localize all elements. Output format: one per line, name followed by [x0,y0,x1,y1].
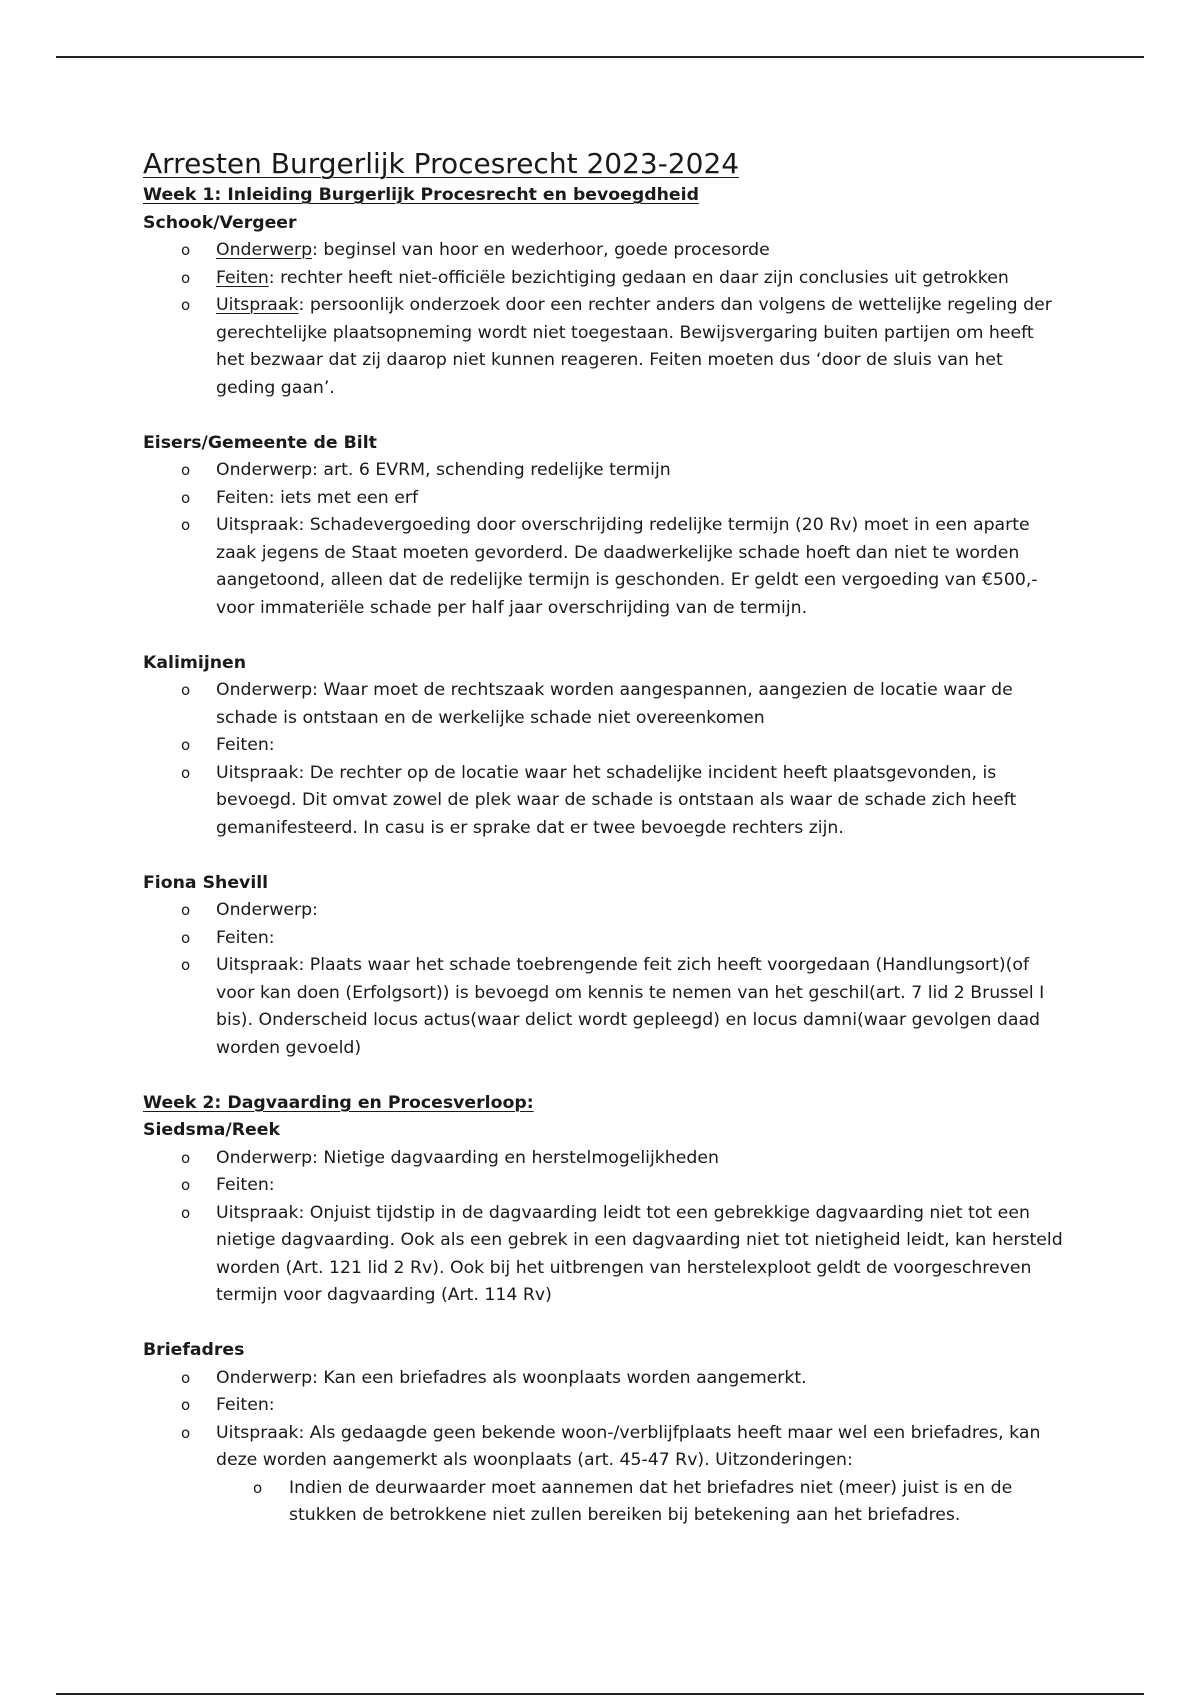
list-item [143,292,1063,402]
case-title: Schook/Vergeer [143,212,297,233]
week-heading: Week 1: Inleiding Burgerlijk Procesrecht en bevoegdheid [143,185,699,205]
list-item: o Onderwerp: Nietige dagvaarding en herstelmogelijkheden [143,1145,1063,1173]
item-text: : rechter heeft niet-officiële bezichtiging gedaan en daar zijn conclusies uit getrokken [268,267,1009,288]
list-item: o Uitspraak: Schadevergoeding door overschrijding redelijke termijn (20 Rv) moet in een aparte zaak jegens de Staat moeten gevorderd. De daadwerkelijke schade hoeft dan niet te worden aangetoond, alleen dat de redelijke termijn is geschonden. Er geldt een vergoeding van €500,- voor immateriële schade per half jaar overschrijding van de termijn. [143,512,1063,622]
list-item: o Onderwerp: Kan een briefadres als woonplaats worden aangemerkt. [143,1365,1063,1393]
item-label: Onderwerp [216,240,313,260]
list-item: o Uitspraak: Plaats waar het schade toebrengende feit zich heeft voorgedaan (Handlungsort)(of voor kan doen (Erfolgsort)) is bevoegd om kennis te nemen van het geschil(art. 7 lid 2 Brussel I bis). Onderscheid locus actus(waar delict wordt gepleegd) en locus damni(waar gevolgen daad worden gevoeld) [143,952,1063,1062]
list-item: o Uitspraak: De rechter op de locatie waar het schadelijke incident heeft plaatsgevonden, is bevoegd. Dit omvat zowel de plek waar de schade is ontstaan als waar de schade zich heeft gemanifesteerd. In casu is er sprake dat er twee bevoegde rechters zijn. [143,760,1063,843]
list-item: o Uitspraak: Onjuist tijdstip in de dagvaarding leidt tot een gebrekkige dagvaarding niet tot een nietige dagvaarding. Ook als een gebrek in een dagvaarding niet tot nietigheid leidt, kan hersteld worden (Art. 121 lid 2 Rv). Ook bij het uitbrengen van herstelexploot geldt de voorgeschreven termijn voor dagvaarding (Art. 114 Rv) [143,1200,1063,1310]
list-item: o Onderwerp: [143,897,1063,925]
case-items [143,457,1063,622]
case-title: Briefadres [143,1340,245,1360]
footer-rule [56,1693,1144,1695]
list-item: o Feiten: [143,1392,1063,1420]
document-body [143,146,1063,1530]
list-item [143,237,1063,265]
list-item: o Onderwerp: Waar moet de rechtszaak worden aangespannen, aangezien de locatie waar de schade is ontstaan en de werkelijke schade niet overeenkomen [143,677,1063,732]
list-item: o Feiten: [143,1172,1063,1200]
list-item: o Onderwerp: art. 6 EVRM, schending redelijke termijn [143,457,1063,485]
case-title: Kalimijnen [143,652,247,673]
case-items [143,237,1063,402]
item-text: : beginsel van hoor en wederhoor, goede procesorde [312,240,770,260]
item-label: Uitspraak [216,295,299,315]
case-subitems [143,1475,1063,1530]
case-items [143,897,1063,1062]
list-item [143,265,1063,293]
case-title: Siedsma/Reek [143,1120,280,1140]
case-title: Eisers/Gemeente de Bilt [143,432,377,453]
case-items [143,1145,1063,1310]
document-title: Arresten Burgerlijk Procesrecht 2023-2024 [143,147,740,180]
list-item: o Uitspraak: Als gedaagde geen bekende woon-/verblijfplaats heeft maar wel een briefadres, kan deze worden aangemerkt als woonplaats (art. 45-47 Rv). Uitzonderingen: [143,1420,1063,1475]
week-heading: Week 2: Dagvaarding en Procesverloop: [143,1092,534,1113]
case-items [143,677,1063,842]
header-rule [56,56,1144,58]
list-item: o Feiten: [143,732,1063,760]
list-subitem: o Indien de deurwaarder moet aannemen dat het briefadres niet (meer) juist is en de stukken de betrokkene niet zullen bereiken bij betekening aan het briefadres. [143,1475,1063,1530]
list-item: o Feiten: [143,925,1063,953]
list-item: o Feiten: iets met een erf [143,485,1063,513]
case-title: Fiona Shevill [143,872,269,893]
item-text: : persoonlijk onderzoek door een rechter anders dan volgens de wettelijke regeling der gerechtelijke plaatsopneming wordt niet toegestaan. Bewijsvergaring buiten partijen om heeft het bezwaar dat zij daarop niet kunnen reageren. Feiten moeten dus ‘door de sluis van het geding gaan’. [216,295,1052,398]
item-label: Feiten [216,267,269,288]
case-items [143,1365,1063,1475]
